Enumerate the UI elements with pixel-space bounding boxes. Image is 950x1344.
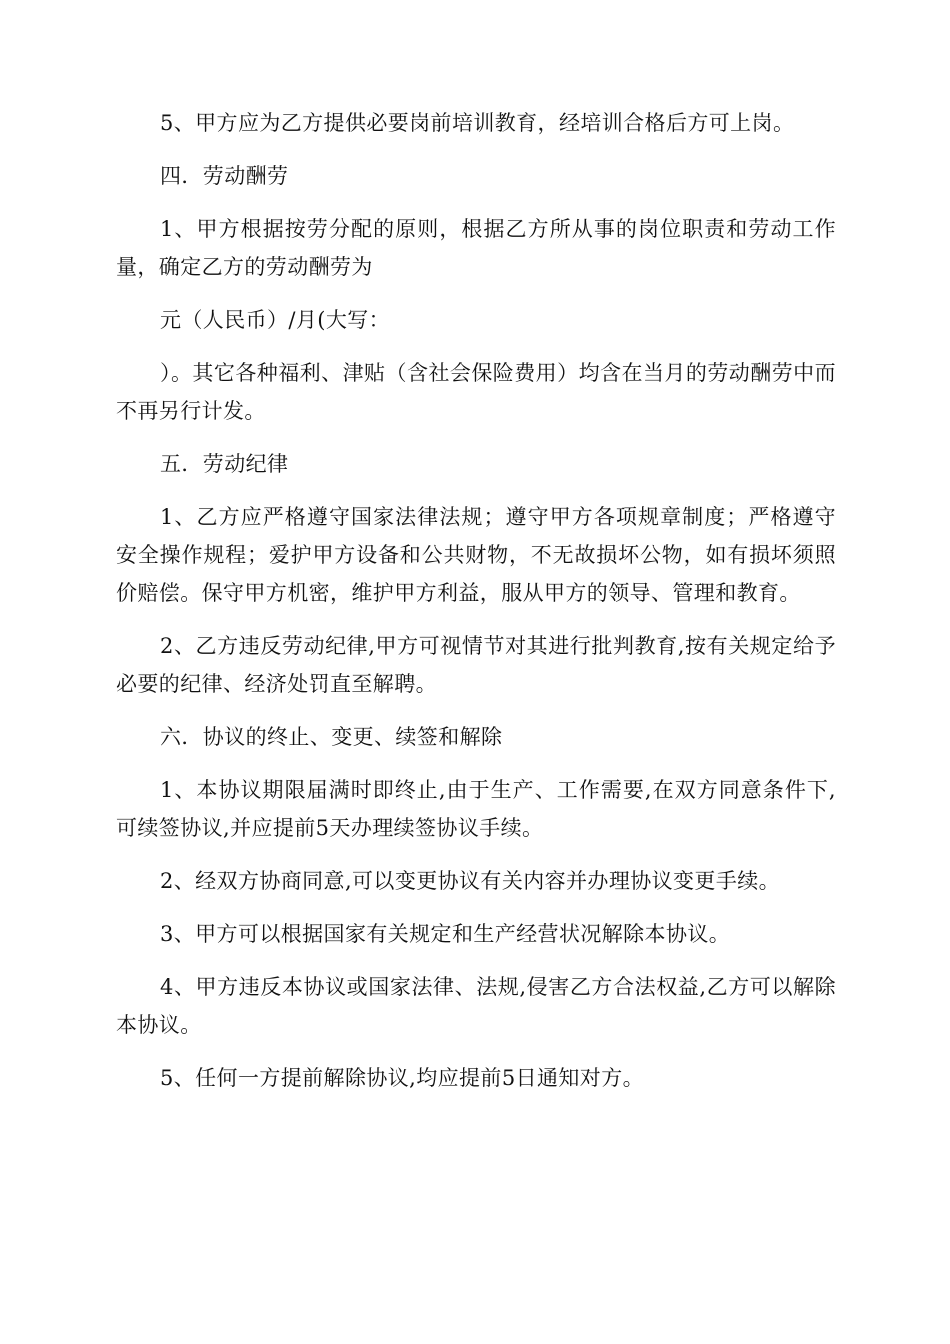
clause-termination-expiry: 1、本协议期限届满时即终止,由于生产、工作需要,在双方同意条件下,可续签协议,并应提前5天办理续签协议手续。 <box>116 778 836 840</box>
section-heading-termination: 六．协议的终止、变更、续签和解除 <box>160 725 503 749</box>
clause-training: 5、甲方应为乙方提供必要岗前培训教育，经培训合格后方可上岗。 <box>160 111 795 135</box>
clause-termination-change: 2、经双方协商同意,可以变更协议有关内容并办理协议变更手续。 <box>160 869 781 893</box>
clause-termination-employer: 3、甲方可以根据国家有关规定和生产经营状况解除本协议。 <box>160 922 731 946</box>
clause-termination-notice: 5、任何一方提前解除协议,均应提前5日通知对方。 <box>160 1066 644 1090</box>
clause-discipline-violation: 2、乙方违反劳动纪律,甲方可视情节对其进行批判教育,按有关规定给予必要的纪律、经济处罚直至解聘。 <box>116 634 836 696</box>
document-body <box>116 104 836 1112</box>
clause-termination-employee: 4、甲方违反本协议或国家法律、法规,侵害乙方合法权益,乙方可以解除本协议。 <box>116 975 836 1037</box>
clause-remuneration-basis: 1、甲方根据按劳分配的原则，根据乙方所从事的岗位职责和劳动工作量，确定乙方的劳动酬劳为 <box>116 217 836 279</box>
clause-remuneration-benefits: ）。其它各种福利、津贴（含社会保险费用）均含在当月的劳动酬劳中而不再另行计发。 <box>116 361 836 423</box>
clause-remuneration-amount: 元（人民币）/月(大写： <box>160 308 391 332</box>
clause-discipline-compliance: 1、乙方应严格遵守国家法律法规；遵守甲方各项规章制度；严格遵守安全操作规程；爱护甲方设备和公共财物，不无故损坏公物，如有损坏须照价赔偿。保守甲方机密，维护甲方利益，服从甲方的领导、管理和教育。 <box>116 505 836 605</box>
section-heading-discipline: 五．劳动纪律 <box>160 452 289 476</box>
section-heading-remuneration: 四．劳动酬劳 <box>160 164 289 188</box>
